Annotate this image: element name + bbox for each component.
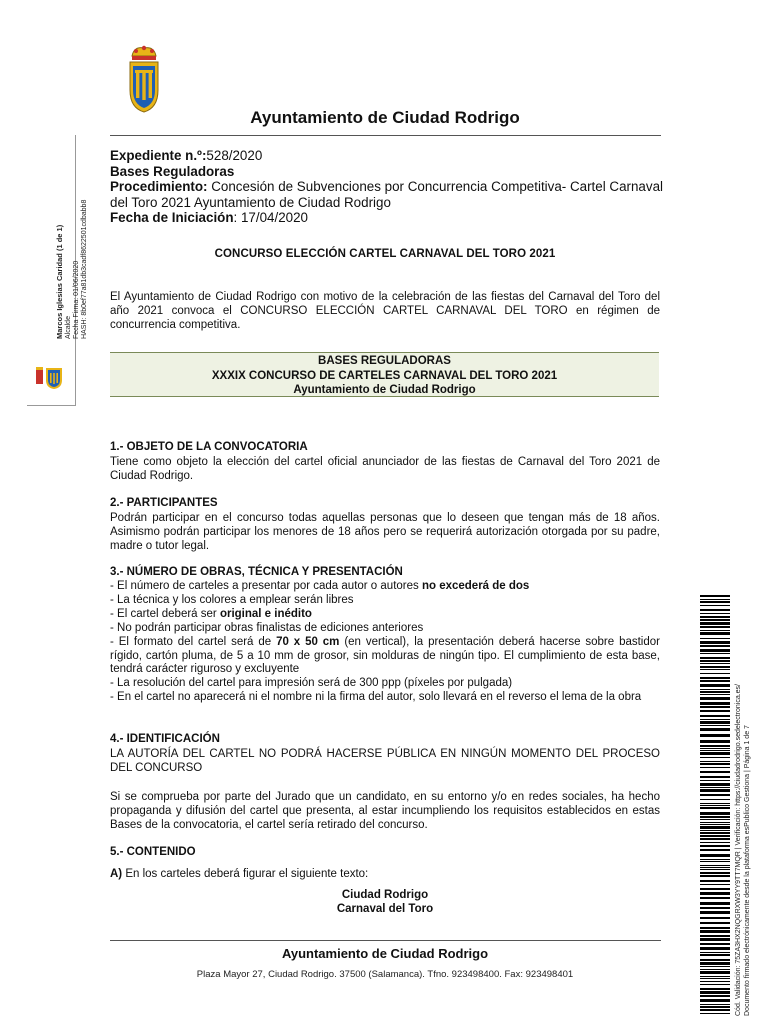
section-3-title: 3.- NÚMERO DE OBRAS, TÉCNICA Y PRESENTACIÓN <box>110 566 403 578</box>
barcode-bar <box>700 710 730 712</box>
item-emphasis: original e inédito <box>219 607 312 620</box>
barcode-bar <box>700 962 730 965</box>
barcode-bar <box>700 838 730 840</box>
quoted-text-1: Ciudad Rodrigo <box>341 889 429 901</box>
signer-name: Marcos Iglesias Caridad (1 de 1) <box>55 224 64 339</box>
small-crest-icon <box>34 364 64 390</box>
item-label: A) <box>110 868 123 880</box>
barcode-bar <box>700 1004 730 1005</box>
barcode-bar <box>700 976 730 977</box>
barcode-bar <box>700 861 730 862</box>
barcode-bar <box>700 706 730 708</box>
barcode-bar <box>700 880 730 882</box>
section-1-text: Tiene como objeto la elección del cartel oficial anunciador de las fiestas de Carnaval del Toro 2021 de Ciudad Rodrigo. <box>110 456 660 482</box>
bases-header-box <box>110 352 659 397</box>
item-emphasis: no excederá de dos <box>421 580 530 592</box>
barcode-bar <box>700 673 730 674</box>
section-4-text-2: Si se comprueba por parte del Jurado que un candidato, en su entorno y/o en redes sociales, ha hecho propaganda y difusión del cartel que presenta, al estar incumpliendo los requisitos establecidos en estas Bases de la convocatoria, el cartel sería retirado del concurso. <box>110 791 660 831</box>
verification-block <box>735 684 752 1016</box>
verification-platform: Documento firmado electrónicamente desde la plataforma esPublico Gestiona | Página 1 de 7 <box>743 725 751 1016</box>
footer-divider <box>110 940 661 941</box>
barcode-bar <box>700 630 730 631</box>
barcode-bar <box>700 721 730 724</box>
barcode-bar <box>700 780 730 781</box>
barcode-bar <box>700 750 730 751</box>
barcode-bar <box>700 761 730 762</box>
quoted-text-2: Carnaval del Toro <box>336 903 434 915</box>
barcode-bar <box>700 922 730 924</box>
barcode-bar <box>700 892 730 895</box>
barcode-bar <box>700 884 730 885</box>
barcode-bar <box>700 832 730 834</box>
barcode-bar <box>700 822 730 823</box>
barcode-bar <box>700 649 730 652</box>
barcode-bar <box>700 794 730 796</box>
barcode-bar <box>700 865 730 866</box>
barcode-bar <box>700 819 730 820</box>
barcode-bar <box>700 626 730 628</box>
barcode-bar <box>700 609 730 611</box>
barcode-bar <box>700 622 730 625</box>
barcode-bar <box>700 783 730 786</box>
item-text: En los carteles deberá figurar el siguiente texto: <box>122 868 369 880</box>
barcode-bar <box>700 859 730 860</box>
verification-code: Cód. Validación: 75ZA3HX2NQGRXW3YY9TT7MQR | Verificación: https://ciudadrodrigo.sedelectronica.es/ <box>735 683 742 1016</box>
bases-box-line1: BASES REGULADORAS <box>318 355 451 367</box>
section-4-text-1: LA AUTORÍA DEL CARTEL NO PODRÁ HACERSE PÚBLICA EN NINGÚN MOMENTO DEL PROCESO DEL CONCURSO <box>110 748 660 774</box>
barcode-bar <box>700 854 730 857</box>
list-item: - La técnica y los colores a emplear serán libres <box>110 593 354 606</box>
barcode-bar <box>700 824 730 825</box>
list-item <box>110 580 660 594</box>
list-item: - En el cartel no aparecerá ni el nombre ni la firma del autor, solo llevará en el reverso el lema de la obra <box>110 691 642 704</box>
footer-title: Ayuntamiento de Ciudad Rodrigo <box>281 946 489 961</box>
procedimiento-value: Concesión de Subvenciones por Concurrencia Competitiva- Cartel Carnaval del Toro 2021 Ayuntamiento de Ciudad Rodrigo <box>110 179 663 210</box>
barcode-bar <box>700 849 730 851</box>
barcode-bar <box>700 645 730 647</box>
barcode-bar <box>700 803 730 804</box>
barcode-bar <box>700 943 730 945</box>
list-item <box>110 608 660 622</box>
barcode-bar <box>700 969 730 970</box>
barcode-bar <box>700 740 730 743</box>
barcode-bar <box>700 888 730 890</box>
barcode-bar <box>700 677 730 679</box>
barcode-bar <box>700 691 730 693</box>
barcode-bar <box>700 971 730 974</box>
page-title: Ayuntamiento de Ciudad Rodrigo <box>250 108 520 127</box>
section-1-title: 1.- OBJETO DE LA CONVOCATORIA <box>110 441 308 453</box>
barcode-bar <box>700 954 730 956</box>
list-item <box>110 636 660 678</box>
barcode-bar <box>700 763 730 765</box>
bases-box-line3: Ayuntamiento de Ciudad Rodrigo <box>293 384 476 396</box>
barcode-bar <box>700 689 730 690</box>
fecha-label: Fecha de Iniciación <box>110 210 234 225</box>
barcode-bar <box>700 930 730 933</box>
barcode-bar <box>700 907 730 909</box>
barcode-bar <box>700 1009 730 1011</box>
barcode-bar <box>700 991 730 994</box>
item-text: - El formato del cartel será de <box>110 635 277 648</box>
barcode-bar <box>700 641 730 644</box>
barcode-bar <box>700 601 730 603</box>
barcode-bar <box>700 927 730 929</box>
barcode-bar <box>700 745 730 747</box>
barcode-bar <box>700 799 730 800</box>
barcode-bar <box>700 752 730 755</box>
barcode-bar <box>700 999 730 1002</box>
barcode-bar <box>700 767 730 768</box>
barcode-bar <box>700 981 730 982</box>
signature-date: Fecha Firma: 01/06/2020 <box>73 260 80 339</box>
procedimiento-label: Procedimiento: <box>110 179 208 194</box>
barcode-bar <box>700 952 730 953</box>
barcode-bar <box>700 938 730 941</box>
barcode-bar <box>700 826 730 829</box>
section-5-text <box>110 867 660 881</box>
barcode-bar <box>700 807 730 809</box>
barcode-bar <box>700 869 730 870</box>
barcode-bar <box>700 872 730 874</box>
coat-of-arms-logo <box>124 42 164 114</box>
barcode-bar <box>700 842 730 843</box>
barcode-bar <box>700 663 730 664</box>
barcode-bar <box>700 789 730 792</box>
barcode-bar <box>700 947 730 950</box>
barcode-bar <box>700 917 730 919</box>
expediente-label: Expediente n.º: <box>110 148 207 163</box>
barcode-bar <box>700 669 730 670</box>
barcode-bar <box>700 959 730 961</box>
barcode-bar <box>700 653 730 654</box>
item-text: - El número de carteles a presentar por cada autor o autores <box>110 580 422 592</box>
signature-hash: HASH: 8b0ef77a81db3cadf8622501cdbabb8 <box>81 199 88 339</box>
barcode-bar <box>700 619 730 621</box>
barcode-bar <box>700 830 730 831</box>
barcode-bar <box>700 605 730 606</box>
barcode-bar <box>700 867 730 868</box>
list-item: - La resolución del cartel para impresión será de 300 ppp (píxeles por pulgada) <box>110 677 513 690</box>
barcode-bar <box>700 697 730 700</box>
barcode-bar <box>700 897 730 899</box>
barcode-bar <box>700 702 730 705</box>
barcode-bar <box>700 660 730 662</box>
footer-address: Plaza Mayor 27, Ciudad Rodrigo. 37500 (Salamanca). Tfno. 923498400. Fax: 923498401 <box>196 969 574 980</box>
barcode-bar <box>700 616 730 618</box>
barcode-bar <box>700 875 730 877</box>
item-text: (en vertical), la presentación deberá hacerse sobre bastidor rígido, cartón pluma, de 5 a 10 mm de grosor, sin molduras de ningún tipo. El cumplimiento de esta base, tendrá carácter riguroso y excluyente <box>110 635 660 676</box>
barcode-bar <box>700 694 730 695</box>
barcode-bar <box>700 728 730 731</box>
item-text: - El cartel deberá ser <box>110 607 220 620</box>
bases-label: Bases Reguladoras <box>110 163 235 179</box>
barcode-bar <box>700 666 730 668</box>
barcode-bar <box>700 715 730 717</box>
barcode-bar <box>700 995 730 997</box>
barcode-bar <box>700 787 730 788</box>
header-divider <box>110 135 661 136</box>
barcode-bar <box>700 1006 730 1008</box>
bases-box-line2: XXXIX CONCURSO DE CARTELES CARNAVAL DEL TORO 2021 <box>211 369 558 382</box>
barcode-bar <box>700 812 730 815</box>
barcode-bar <box>700 719 730 720</box>
barcode-bar <box>700 816 730 818</box>
signature-block <box>56 200 89 339</box>
signer-role: Alcalde <box>65 316 72 339</box>
barcode-bar <box>700 984 730 985</box>
barcode-bar <box>700 684 730 687</box>
barcode-bar <box>700 613 730 614</box>
verification-barcode <box>700 595 730 1015</box>
section-5-title: 5.- CONTENIDO <box>110 846 196 858</box>
barcode-bar <box>700 835 730 837</box>
barcode-bar <box>700 680 730 682</box>
barcode-bar <box>700 595 730 597</box>
barcode-bar <box>700 734 730 737</box>
section-2-text: Podrán participar en el concurso todas aquellas personas que lo deseen que tengan más de 18 años. Asimismo podrán participar los menores de 18 años pero se requerirá autorización otorgada por su padre, madre o tutor legal. <box>110 512 660 552</box>
intro-paragraph: El Ayuntamiento de Ciudad Rodrigo con motivo de la celebración de las fiestas del Carnaval del Toro del año 2021 convoca el CONCURSO ELECCIÓN CARTEL CARNAVAL DEL TORO en régimen de concurrencia competitiva. <box>110 291 660 331</box>
barcode-bar <box>700 725 730 726</box>
list-item: - No podrán participar obras finalistas de ediciones anteriores <box>110 621 424 634</box>
barcode-bar <box>700 632 730 635</box>
barcode-bar <box>700 757 730 758</box>
barcode-bar <box>700 599 730 600</box>
barcode-bar <box>700 966 730 967</box>
barcode-bar <box>700 776 730 778</box>
section-3-list <box>110 580 660 705</box>
barcode-bar <box>700 1013 730 1014</box>
barcode-bar <box>700 657 730 659</box>
expedient-metadata <box>110 148 670 226</box>
barcode-bar <box>700 988 730 990</box>
item-emphasis: 70 x 50 cm <box>276 635 340 648</box>
barcode-bar <box>700 748 730 749</box>
expediente-value: 528/2020 <box>206 148 263 163</box>
fecha-value: : 17/04/2020 <box>233 210 308 225</box>
barcode-bar <box>700 771 730 773</box>
section-4-title: 4.- IDENTIFICACIÓN <box>110 733 220 745</box>
concurso-title: CONCURSO ELECCIÓN CARTEL CARNAVAL DEL TORO 2021 <box>214 248 556 260</box>
section-2-title: 2.- PARTICIPANTES <box>110 497 218 509</box>
barcode-bar <box>700 638 730 639</box>
barcode-bar <box>700 805 730 806</box>
barcode-bar <box>700 845 730 847</box>
barcode-bar <box>700 978 730 979</box>
barcode-bar <box>700 902 730 905</box>
barcode-bar <box>700 935 730 937</box>
barcode-bar <box>700 911 730 914</box>
